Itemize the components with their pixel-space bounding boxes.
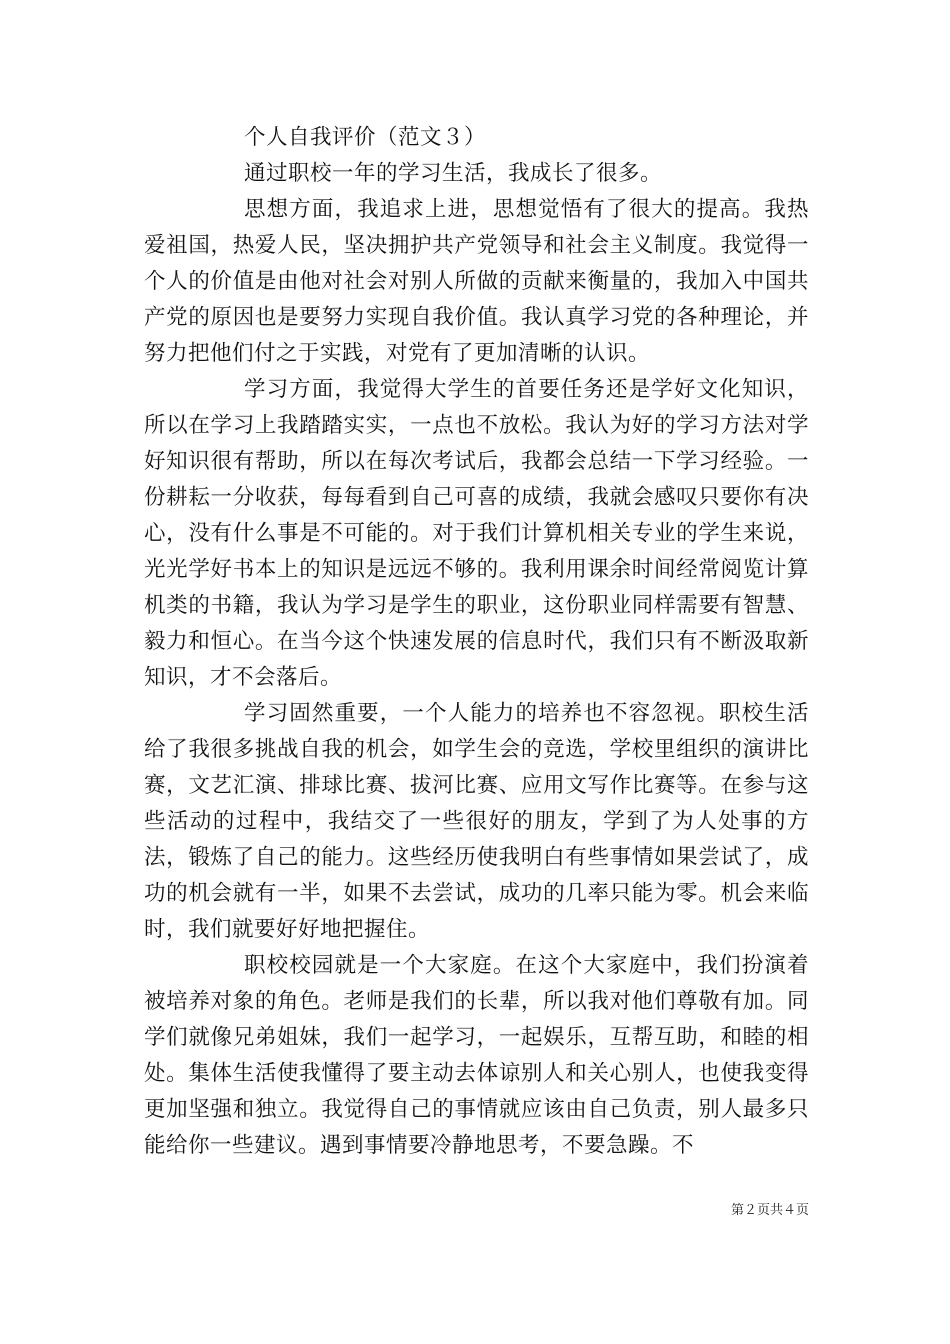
document-body bbox=[144, 120, 809, 1164]
paragraph-intro: 通过职校一年的学习生活，我成长了很多。 bbox=[244, 161, 663, 186]
document-title: 个人自我评价（范文３） bbox=[244, 125, 487, 150]
paragraph-ability: 学习固然重要，一个人能力的培养也不容忽视。职校生活给了我很多挑战自我的机会，如学生会的竞选，学校里组织的演讲比赛，文艺汇演、排球比赛、拔河比赛、应用文写作比赛等。在参与这些活动的过程中，我结交了一些很好的朋友，学到了为人处事的方法，锻炼了自己的能力。这些经历使我明白有些事情如果尝试了，成功的机会就有一半，如果不去尝试，成功的几率只能为零。机会来临时，我们就要好好地把握住。 bbox=[144, 701, 809, 942]
paragraph-study: 学习方面，我觉得大学生的首要任务还是学好文化知识，所以在学习上我踏踏实实，一点也不放松。我认为好的学习方法对学好知识很有帮助，所以在每次考试后，我都会总结一下学习经验。一份耕耘一分收获，每每看到自己可喜的成绩，我就会感叹只要你有决心，没有什么事是不可能的。对于我们计算机相关专业的学生来说，光光学好书本上的知识是远远不够的。我利用课余时间经常阅览计算机类的书籍，我认为学习是学生的职业，这份职业同样需要有智慧、毅力和恒心。在当今这个快速发展的信息时代，我们只有不断汲取新知识，才不会落后。 bbox=[144, 377, 809, 690]
paragraph-ideology: 思想方面，我追求上进，思想觉悟有了很大的提高。我热爱祖国，热爱人民，坚决拥护共产党领导和社会主义制度。我觉得一个人的价值是由他对社会对别人所做的贡献来衡量的，我加入中国共产党的原因也是要努力实现自我价值。我认真学习党的各种理论，并努力把他们付之于实践，对党有了更加清晰的认识。 bbox=[144, 197, 809, 366]
paragraph-campus: 职校校园就是一个大家庭。在这个大家庭中，我们扮演着被培养对象的角色。老师是我们的长辈，所以我对他们尊敬有加。同学们就像兄弟姐妹，我们一起学习，一起娱乐，互帮互助，和睦的相处。集体生活使我懂得了要主动去体谅别人和关心别人，也使我变得更加坚强和独立。我觉得自己的事情就应该由自己负责，别人最多只能给你一些建议。遇到事情要冷静地思考，不要急躁。不 bbox=[144, 953, 809, 1158]
page-number: 第２页共４页 bbox=[730, 1203, 809, 1218]
